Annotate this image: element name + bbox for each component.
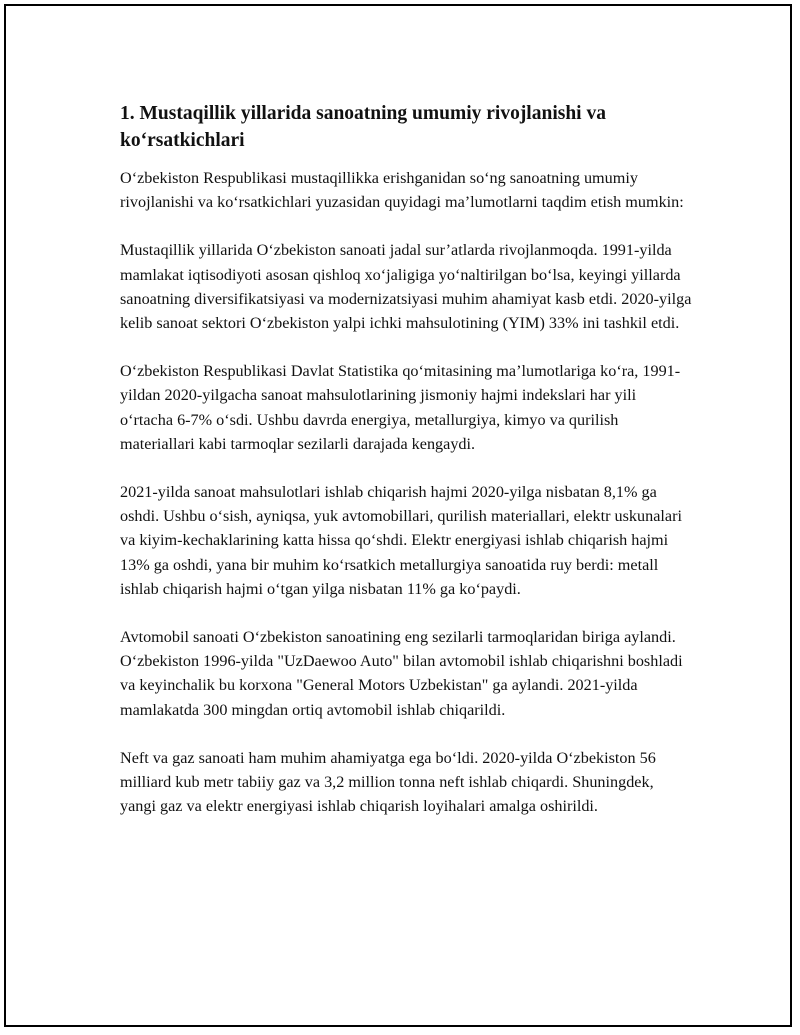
page-frame bbox=[4, 4, 792, 1027]
paragraph-oil-gas: Neft va gaz sanoati ham muhim ahamiyatga ega bo‘ldi. 2020-yilda O‘zbekiston 56 milliard kub metr tabiiy gaz va 3,2 million tonna neft ishlab chiqardi. Shuningdek, yangi gaz va elektr energiyasi ishlab chiqarish loyihalari amalga oshirildi. bbox=[120, 748, 656, 816]
section-heading: 1. Mustaqillik yillarida sanoatning umumiy rivojlanishi va ko‘rsatkichlari bbox=[120, 103, 606, 151]
paragraph-intro: O‘zbekiston Respublikasi mustaqillikka erishganidan so‘ng sanoatning umumiy rivojlanishi va ko‘rsatkichlari yuzasidan quyidagi ma’lumotlarni taqdim etish mumkin: bbox=[120, 169, 684, 212]
paragraph-2021-growth: 2021-yilda sanoat mahsulotlari ishlab chiqarish hajmi 2020-yilga nisbatan 8,1% ga oshdi. Ushbu o‘sish, ayniqsa, yuk avtomobillari, qurilish materiallari, elektr uskunalari va kiyim-kechaklarining katta hissa qo‘shdi. Elektr energiyasi ishlab chiqarish hajmi 13% ga oshdi, yana bir muhim ko‘rsatkich metallurgiya sanoatida ruy berdi: metall ishlab chiqarish hajmi o‘tgan yilga nisbatan 11% ga ko‘paydi. bbox=[120, 483, 682, 598]
paragraph-automotive: Avtomobil sanoati O‘zbekiston sanoatining eng sezilarli tarmoqlaridan biriga aylandi. O‘zbekiston 1996-yilda "UzDaewoo Auto" bilan avtomobil ishlab chiqarishni boshladi va keyinchalik bu korxona "General Motors Uzbekistan" ga aylandi. 2021-yilda mamlakatda 300 mingdan ortiq avtomobil ishlab chiqarildi. bbox=[120, 628, 683, 719]
paragraph-independence-development: Mustaqillik yillarida O‘zbekiston sanoati jadal sur’atlarda rivojlanmoqda. 1991-yilda mamlakat iqtisodiyoti asosan qishloq xo‘jaligiga yo‘naltirilgan bo‘lsa, keyingi yillarda sanoatning diversifikatsiyasi va modernizatsiyasi muhim ahamiyat kasb etdi. 2020-yilga kelib sanoat sektori O‘zbekiston yalpi ichki mahsulotining (YIM) 33% ini tashkil etdi. bbox=[120, 241, 692, 333]
document-body bbox=[120, 100, 692, 842]
paragraph-statistics: O‘zbekiston Respublikasi Davlat Statistika qo‘mitasining ma’lumotlariga ko‘ra, 1991-yildan 2020-yilgacha sanoat mahsulotlarining jismoniy hajmi indekslari har yili o‘rtacha 6-7% o‘sdi. Ushbu davrda energiya, metallurgiya, kimyo va qurilish materiallari kabi tarmoqlar sezilarli darajada kengaydi. bbox=[120, 362, 681, 453]
